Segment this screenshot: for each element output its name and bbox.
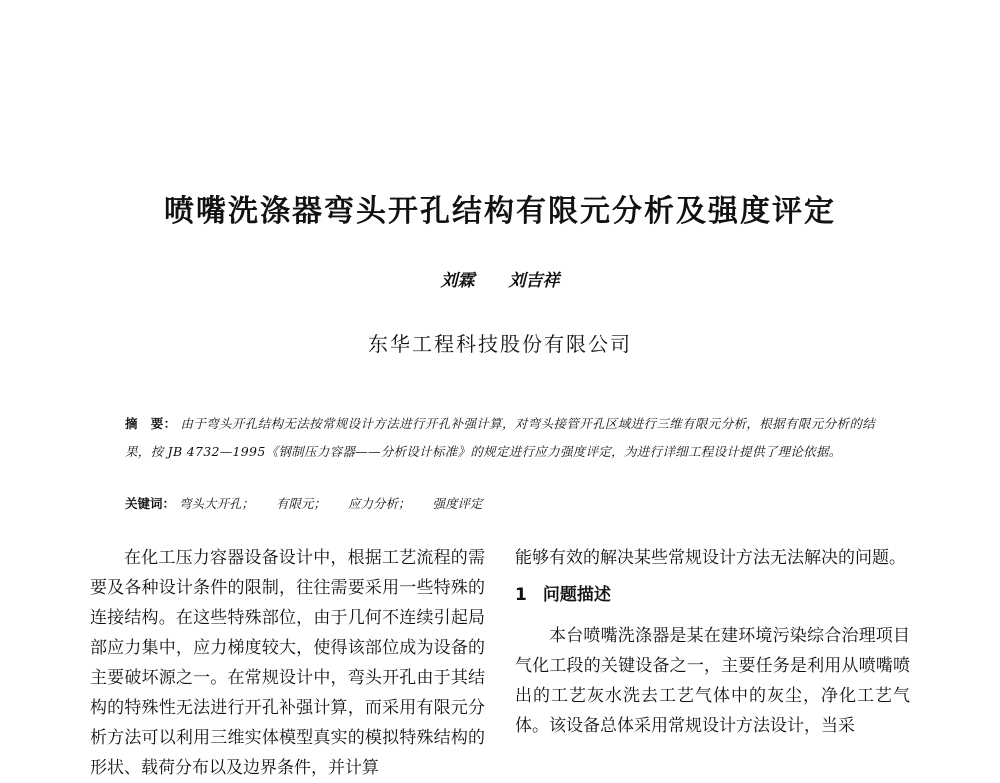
abstract-text: 由于弯头开孔结构无法按常规设计方法进行开孔补强计算，对弯头接管开孔区域进行三维有限元分析，根据有限元分析的结果，按 JB 4732—1995《钢制压力容器——分析设计标准》的规定进行应力强度评定，为进行详细工程设计提供了理论依据。 xyxy=(125,416,875,459)
keyword: 应力分析； xyxy=(348,496,411,511)
abstract xyxy=(125,410,875,466)
abstract-label: 摘 要： xyxy=(125,416,177,431)
keyword: 弯头大开孔； xyxy=(179,496,255,511)
body-column-right xyxy=(515,543,910,741)
keywords-label: 关键词： xyxy=(125,496,176,511)
author-list xyxy=(0,266,1000,291)
keyword: 强度评定 xyxy=(432,496,483,511)
author-name: 刘霖 xyxy=(440,271,475,291)
section-title: 问题描述 xyxy=(542,585,611,605)
author-name: 刘吉祥 xyxy=(508,271,560,291)
paper-title: 喷嘴洗涤器弯头开孔结构有限元分析及强度评定 xyxy=(164,194,836,229)
keywords xyxy=(125,494,875,514)
section-number: 1 xyxy=(515,585,527,605)
body-column-left xyxy=(90,543,485,783)
body-paragraph: 本台喷嘴洗涤器是某在建环境污染综合治理项目气化工段的关键设备之一，主要任务是利用从喷嘴喷出的工艺灰水洗去工艺气体中的灰尘，净化工艺气体。该设备总体采用常规设计方法设计，当采 xyxy=(515,626,910,736)
affiliation: 东华工程科技股份有限公司 xyxy=(368,332,632,356)
body-paragraph-continuation: 能够有效的解决某些常规设计方法无法解决的问题。 xyxy=(515,548,906,568)
body-paragraph: 在化工压力容器设备设计中，根据工艺流程的需要及各种设计条件的限制，往往需要采用一些特殊的连接结构。在这些特殊部位，由于几何不连续引起局部应力集中，应力梯度较大，使得该部位成为设备的主要破坏源之一。在常规设计中，弯头开孔由于其结构的特殊性无法进行开孔补强计算，而采用有限元分析方法可以利用三维实体模型真实的模拟特殊结构的形状、载荷分布以及边界条件，并计算 xyxy=(90,548,485,778)
section-heading xyxy=(515,583,910,607)
keyword: 有限元； xyxy=(276,496,327,511)
